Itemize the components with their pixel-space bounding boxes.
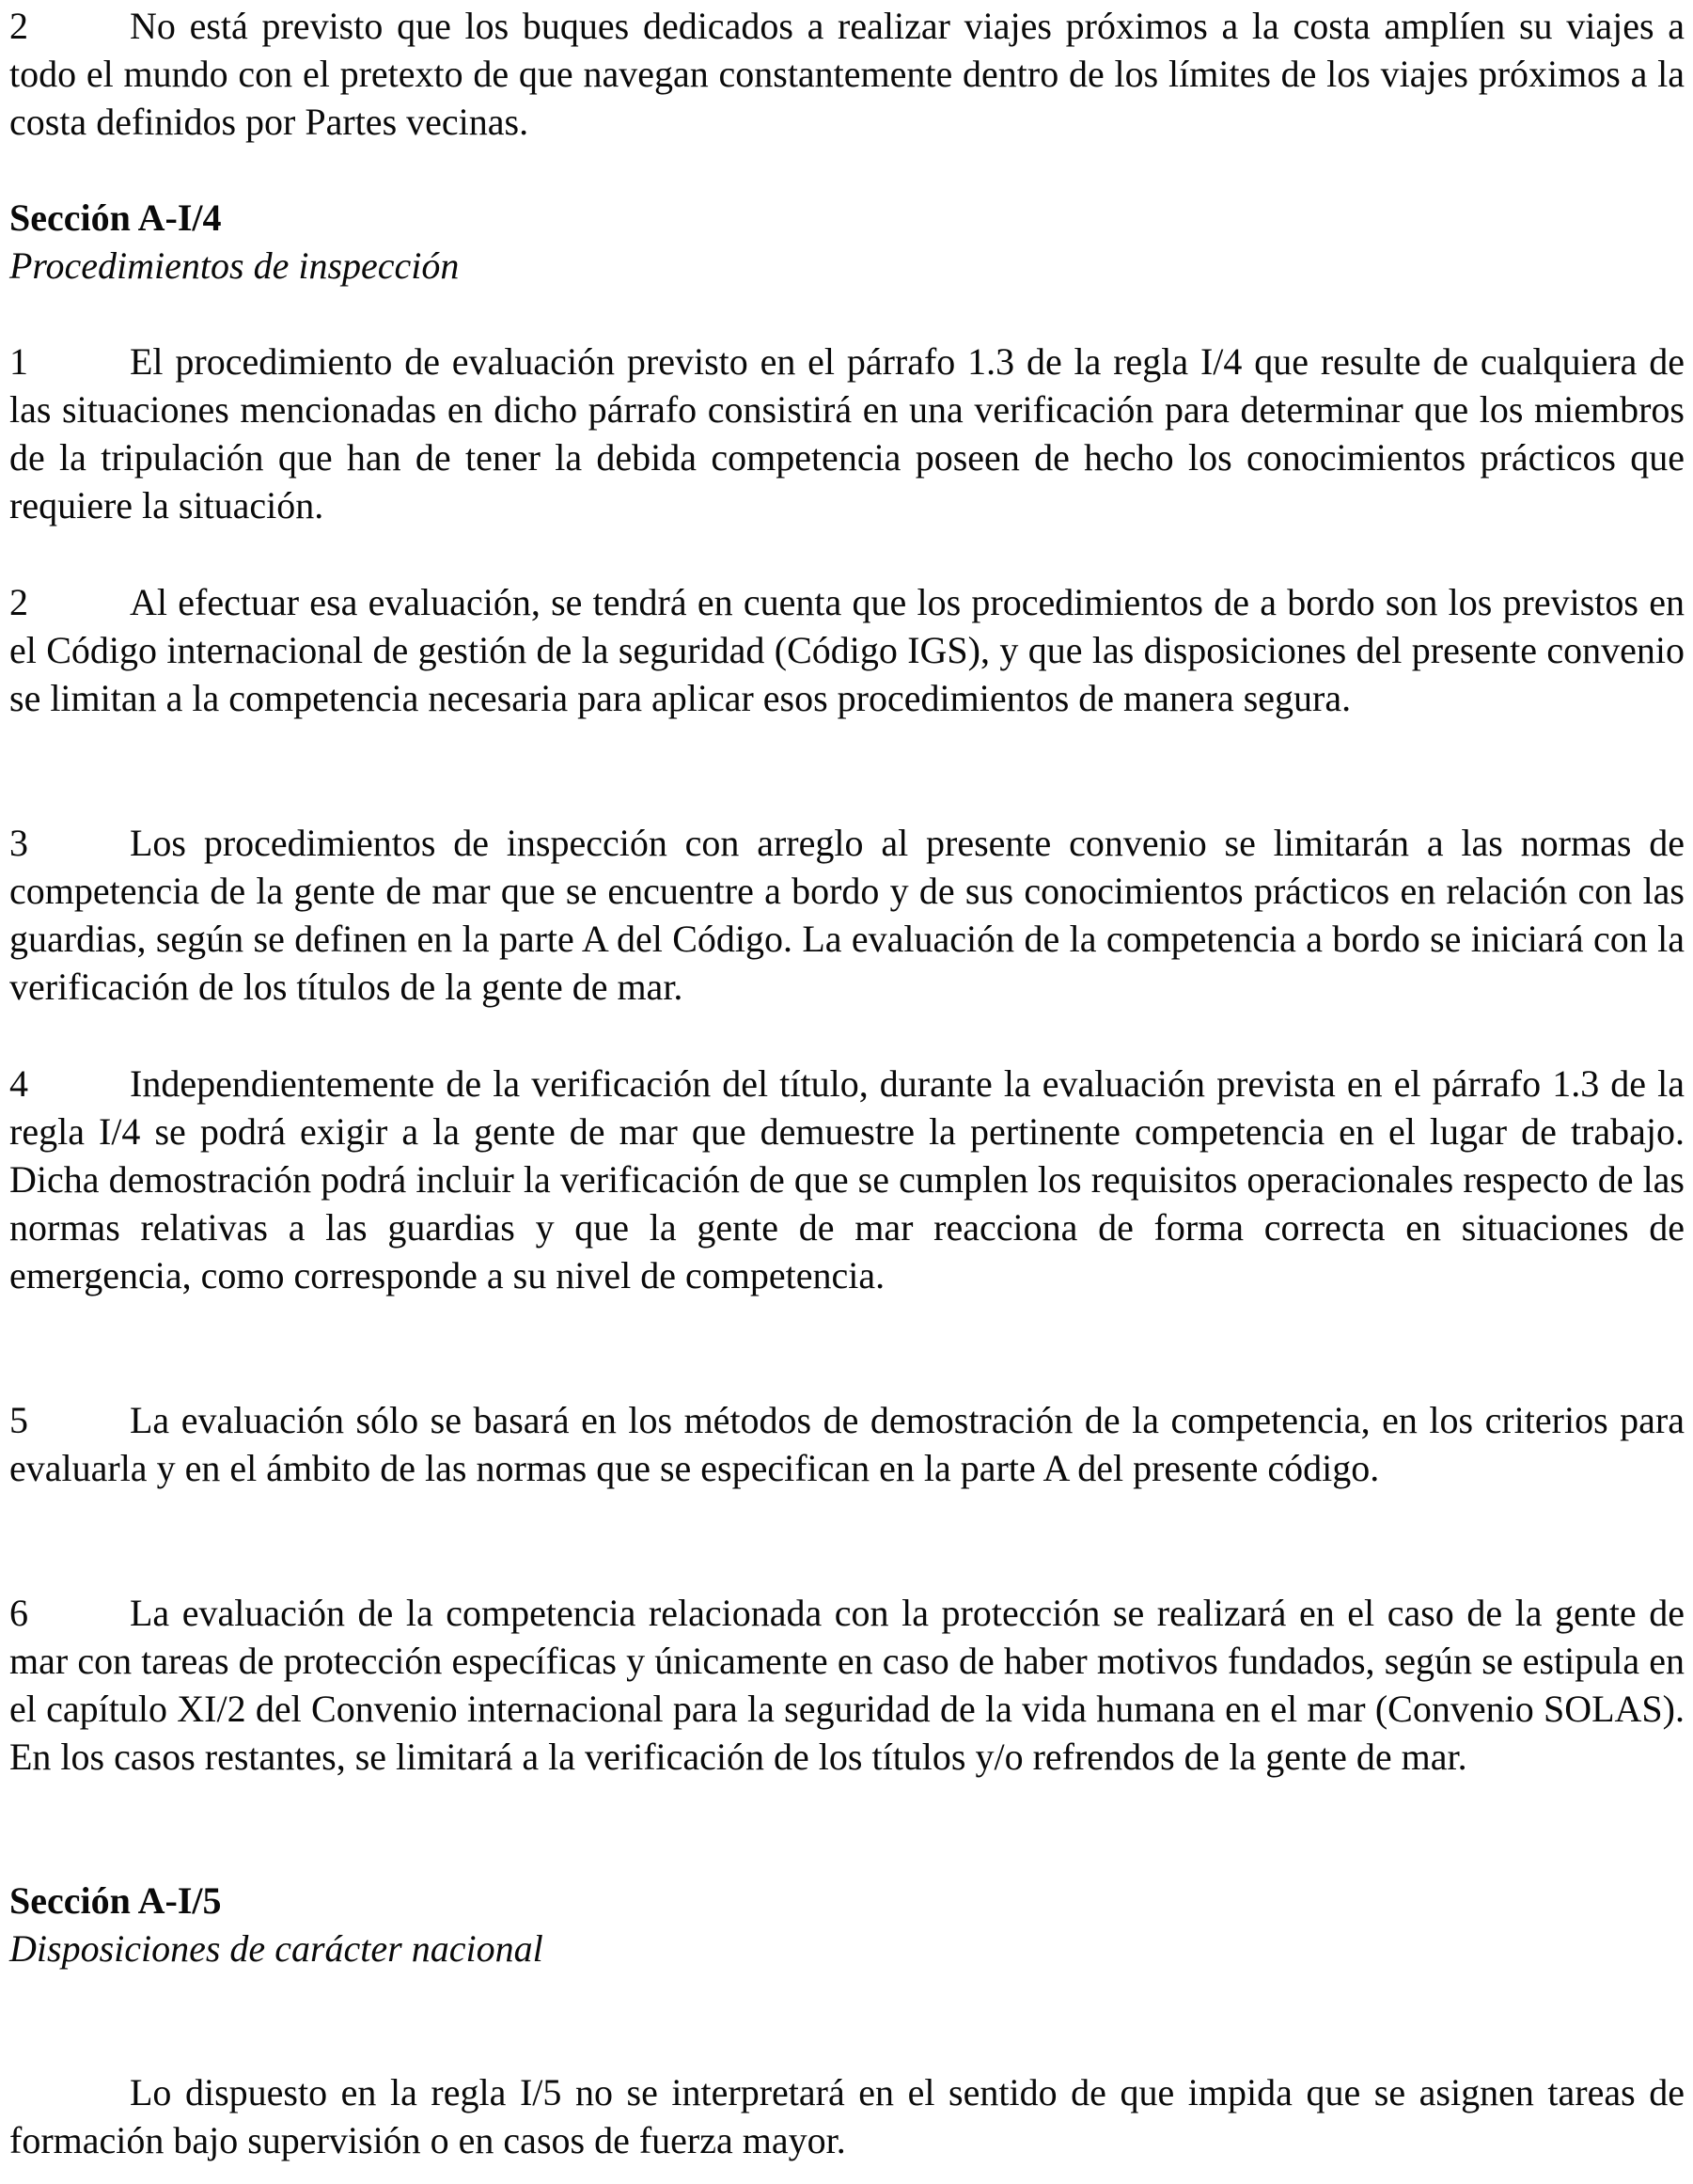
paragraph	[9, 1060, 1685, 1299]
paragraph-text: Al efectuar esa evaluación, se tendrá en cuenta que los procedimientos de a bordo son los previstos en el Código internacional de gestión de la seguridad (Código IGS), y que las disposiciones del presente convenio se limitan a la competencia necesaria para aplicar esos procedimientos de manera segura.	[9, 581, 1685, 719]
section-subtitle: Disposiciones de carácter nacional	[9, 1927, 543, 1970]
paragraph-text: No está previsto que los buques dedicados a realizar viajes próximos a la costa amplíen su viajes a todo el mundo con el pretexto de que navegan constantemente dentro de los límites de los viajes próximos a la costa definidos por Partes vecinas.	[9, 5, 1685, 143]
paragraph-text: Independientemente de la verificación del título, durante la evaluación prevista en el párrafo 1.3 de la regla I/4 se podrá exigir a la gente de mar que demuestre la pertinente competencia en el lugar de trabajo. Dicha demostración podrá incluir la verificación de que se cumplen los requisitos operacionales respecto de las normas relativas a las guardias y que la gente de mar reacciona de forma correcta en situaciones de emergencia, como corresponde a su nivel de competencia.	[9, 1062, 1685, 1296]
paragraph	[9, 819, 1685, 1011]
paragraph	[9, 2, 1685, 146]
paragraph-text: Los procedimientos de inspección con arreglo al presente convenio se limitarán a las normas de competencia de la gente de mar que se encuentre a bordo y de sus conocimientos prácticos en relación con las guardias, según se definen en la parte A del Código. La evaluación de la competencia a bordo se iniciará con la verificación de los títulos de la gente de mar.	[9, 822, 1685, 1008]
paragraph-number: 2	[9, 581, 28, 623]
section-heading	[9, 1877, 1685, 1972]
paragraph-number: 5	[9, 1399, 28, 1441]
paragraph-text: El procedimiento de evaluación previsto en el párrafo 1.3 de la regla I/4 que resulte de cualquiera de las situaciones mencionadas en dicho párrafo consistirá en una verificación para determinar que los miembros de la tripulación que han de tener la debida competencia poseen de hecho los conocimientos prácticos que requiere la situación.	[9, 340, 1685, 526]
paragraph-number: 3	[9, 822, 28, 864]
paragraph-text: Lo dispuesto en la regla I/5 no se interpretará en el sentido de que impida que se asignen tareas de formación bajo supervisión o en casos de fuerza mayor.	[9, 2071, 1685, 2161]
section-subtitle: Procedimientos de inspección	[9, 244, 460, 287]
paragraph	[9, 578, 1685, 722]
paragraph-text: La evaluación sólo se basará en los métodos de demostración de la competencia, en los criterios para evaluarla y en el ámbito de las normas que se especifican en la parte A del presente código.	[9, 1399, 1685, 1489]
paragraph-number: 1	[9, 340, 28, 383]
section-title: Sección A-I/5	[9, 1879, 222, 1922]
paragraph-number: 2	[9, 5, 28, 47]
paragraph-number: 6	[9, 1592, 28, 1634]
paragraph	[9, 1589, 1685, 1781]
section-title: Sección A-I/4	[9, 196, 222, 239]
paragraph-number: 4	[9, 1062, 28, 1105]
section-heading	[9, 194, 1685, 290]
paragraph	[9, 338, 1685, 529]
document-page	[9, 0, 1685, 2184]
paragraph	[9, 1396, 1685, 1492]
paragraph	[9, 2068, 1685, 2164]
paragraph-text: La evaluación de la competencia relacionada con la protección se realizará en el caso de la gente de mar con tareas de protección específicas y únicamente en caso de haber motivos fundados, según se estipula en el capítulo XI/2 del Convenio internacional para la seguridad de la vida humana en el mar (Convenio SOLAS). En los casos restantes, se limitará a la verificación de los títulos y/o refrendos de la gente de mar.	[9, 1592, 1685, 1778]
